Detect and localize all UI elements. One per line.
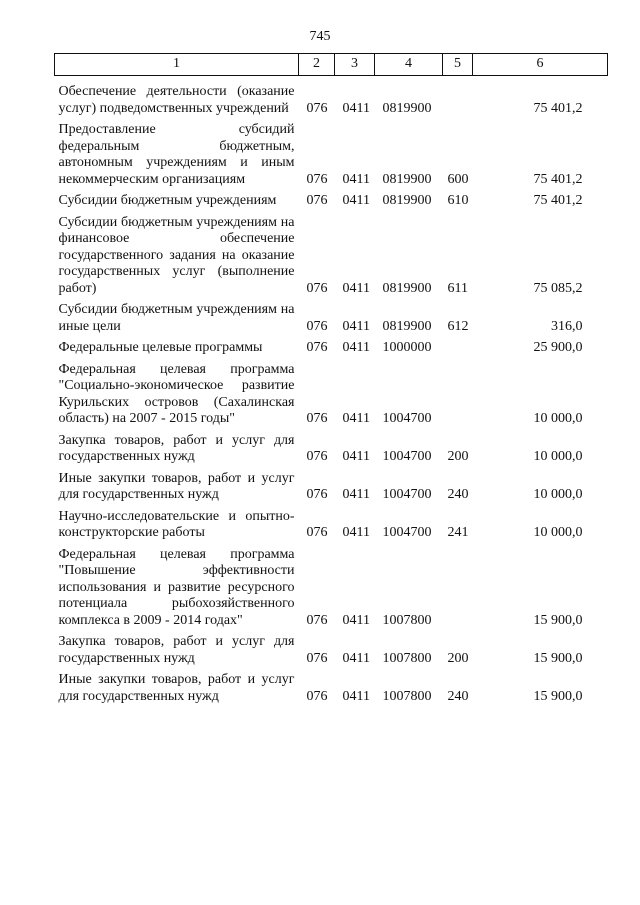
row-target-code: 1000000 [382,340,432,355]
row-amount: 316,0 [551,318,583,334]
row-expense-type-code: 240 [447,688,469,704]
row-section-code: 0411 [342,193,370,208]
row-expense-type-code: 612 [447,318,469,334]
row-ved-code: 076 [306,318,328,334]
row-amount: 10 000,0 [533,411,583,426]
row-section-code: 0411 [342,100,370,116]
row-amount: 75 401,2 [533,100,583,116]
table-row [55,509,608,547]
row-ved-code: 076 [306,100,328,116]
row-section-code: 0411 [342,449,370,464]
row-expense-type-code: 610 [447,193,469,208]
row-target-code: 0819900 [382,318,432,334]
row-target-code: 1007800 [382,612,432,628]
row-section-code: 0411 [342,280,370,296]
table-row [55,76,608,123]
row-ved-code: 076 [306,193,328,208]
row-ved-code: 076 [306,280,328,296]
table-row [55,634,608,672]
row-target-code: 1004700 [382,525,432,540]
table-body [55,76,608,711]
table-row [55,122,608,193]
row-ved-code: 076 [306,688,328,704]
row-amount: 75 085,2 [533,280,583,296]
table-row [55,362,608,433]
row-ved-code: 076 [306,650,328,666]
row-expense-type-code: 200 [447,650,469,666]
budget-table [54,53,608,710]
row-ved-code: 076 [306,340,328,355]
row-target-code: 0819900 [382,193,432,208]
row-target-code: 1007800 [382,650,432,666]
row-expense-type-code: 240 [447,487,469,502]
row-amount: 75 401,2 [533,193,583,208]
column-header: 5 [443,54,473,76]
row-amount: 10 000,0 [533,449,583,464]
row-expense-type-code [443,547,473,635]
table-row [55,471,608,509]
table-header-row [55,54,608,76]
row-section-code: 0411 [342,318,370,334]
column-header: 4 [375,54,443,76]
table-row [55,672,608,710]
row-name: Иные закупки товаров, работ и услуг для государственных нужд [58,672,295,704]
row-section-code: 0411 [342,171,370,187]
row-target-code: 0819900 [382,100,432,116]
row-ved-code: 076 [306,487,328,502]
page-number: 745 [309,29,331,44]
row-expense-type-code [443,340,473,362]
row-amount: 10 000,0 [533,487,583,502]
row-name: Научно-исследовательские и опытно-конструкторские работы [58,508,295,540]
row-expense-type-code: 600 [447,171,469,187]
row-section-code: 0411 [342,340,370,355]
row-section-code: 0411 [342,411,370,426]
row-name: Обеспечение деятельности (оказание услуг) подведомственных учреждений [58,84,295,116]
row-ved-code: 076 [306,171,328,187]
row-name: Федеральная целевая программа "Социально-экономическое развитие Курильских островов (Сахалинская область) на 2007 - 2015 годы" [58,361,295,426]
row-section-code: 0411 [342,612,370,628]
row-target-code: 1004700 [382,411,432,426]
row-name: Субсидии бюджетным учреждениям [58,193,277,208]
row-name: Субсидии бюджетным учреждениям на финансовое обеспечение государственного задания на оказание государственных услуг (выполнение работ) [58,214,295,296]
column-header: 2 [299,54,335,76]
table-row [55,215,608,303]
row-expense-type-code [443,76,473,123]
row-target-code: 1004700 [382,449,432,464]
row-target-code: 1007800 [382,688,432,704]
row-expense-type-code [443,362,473,433]
row-expense-type-code: 241 [447,525,469,540]
table-row [55,433,608,471]
row-name: Закупка товаров, работ и услуг для государственных нужд [58,432,295,464]
row-section-code: 0411 [342,487,370,502]
row-expense-type-code: 611 [447,280,468,296]
row-target-code: 0819900 [382,280,432,296]
row-name: Предоставление субсидий федеральным бюджетным, автономным учреждениям и иным некоммерческим организациям [58,122,295,187]
row-expense-type-code: 200 [447,449,469,464]
row-amount: 15 900,0 [533,688,583,704]
row-target-code: 1004700 [382,487,432,502]
row-amount: 75 401,2 [533,171,583,187]
row-section-code: 0411 [342,650,370,666]
row-name: Субсидии бюджетным учреждениям на иные цели [58,302,295,334]
row-name: Закупка товаров, работ и услуг для государственных нужд [58,634,295,666]
column-header: 3 [335,54,375,76]
row-ved-code: 076 [306,411,328,426]
row-section-code: 0411 [342,688,370,704]
row-name: Иные закупки товаров, работ и услуг для государственных нужд [58,470,295,502]
row-amount: 25 900,0 [533,340,583,355]
row-name: Федеральная целевая программа "Повышение эффективности использования и развитие ресурсного потенциала рыбохозяйственного комплекса в 2009 - 2014 годах" [58,546,295,628]
column-header: 1 [55,54,299,76]
table-row [55,193,608,215]
row-amount: 10 000,0 [533,525,583,540]
row-ved-code: 076 [306,449,328,464]
column-header: 6 [473,54,608,76]
table-row [55,302,608,340]
row-amount: 15 900,0 [533,612,583,628]
row-ved-code: 076 [306,612,328,628]
row-target-code: 0819900 [382,171,432,187]
row-ved-code: 076 [306,525,328,540]
row-name: Федеральные целевые программы [58,340,263,355]
row-amount: 15 900,0 [533,650,583,666]
row-section-code: 0411 [342,525,370,540]
table-row [55,547,608,635]
table-row [55,340,608,362]
